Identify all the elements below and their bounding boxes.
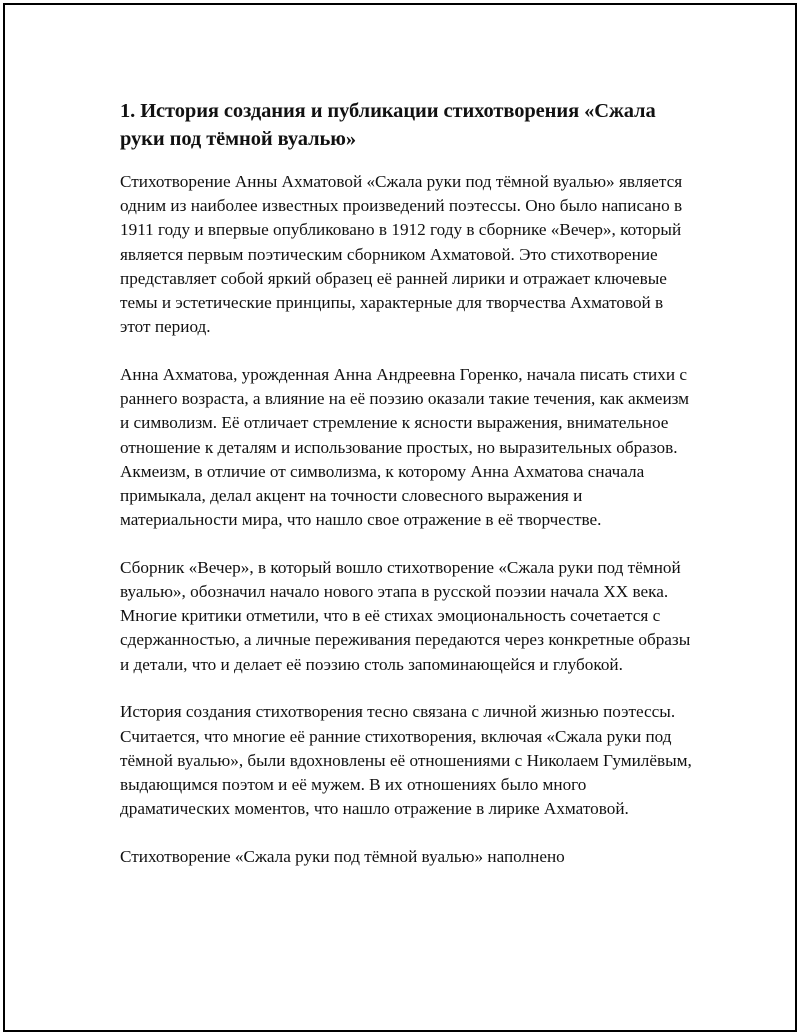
paragraph: Стихотворение «Сжала руки под тёмной вуалью» наполнено xyxy=(120,846,565,866)
section-heading: 1. История создания и публикации стихотворения «Сжала руки под тёмной вуалью» xyxy=(120,100,656,150)
paragraph: Анна Ахматова, урожденная Анна Андреевна Горенко, начала писать стихи с раннего возраста, а влияние на её поэзию оказали такие течения, как акмеизм и символизм. Её отличает стремление к ясности выражения, внимательное отношение к деталям и использование простых, но выразительных образов. Акмеизм, в отличие от символизма, к которому Анна Ахматова сначала примыкала, делал акцент на точности словесного выражения и материальности мира, что нашло свое отражение в её творчестве. xyxy=(120,364,690,530)
document-page xyxy=(3,3,797,1032)
paragraph: Стихотворение Анны Ахматовой «Сжала руки под тёмной вуалью» является одним из наиболее известных произведений поэтессы. Оно было написано в 1911 году и впервые опубликовано в 1912 году в сборнике «Вечер», который является первым поэтическим сборником Ахматовой. Это стихотворение представляет собой яркий образец её ранней лирики и отражает ключевые темы и эстетические принципы, характерные для творчества Ахматовой в этот период. xyxy=(120,172,683,337)
paragraph: История создания стихотворения тесно связана с личной жизнью поэтессы. Считается, что многие её ранние стихотворения, включая «Сжала руки под тёмной вуалью», были вдохновлены её отношениями с Николаем Гумилёвым, выдающимся поэтом и её мужем. В их отношениях было много драматических моментов, что нашло отражение в лирике Ахматовой. xyxy=(120,702,692,819)
document-body xyxy=(120,97,695,893)
paragraph: Сборник «Вечер», в который вошло стихотворение «Сжала руки под тёмной вуалью», обозначил начало нового этапа в русской поэзии начала XX века. Многие критики отметили, что в её стихах эмоциональность сочетается с сдержанностью, а личные переживания передаются через конкретные образы и детали, что и делает её поэзию столь запоминающейся и глубокой. xyxy=(120,557,691,674)
